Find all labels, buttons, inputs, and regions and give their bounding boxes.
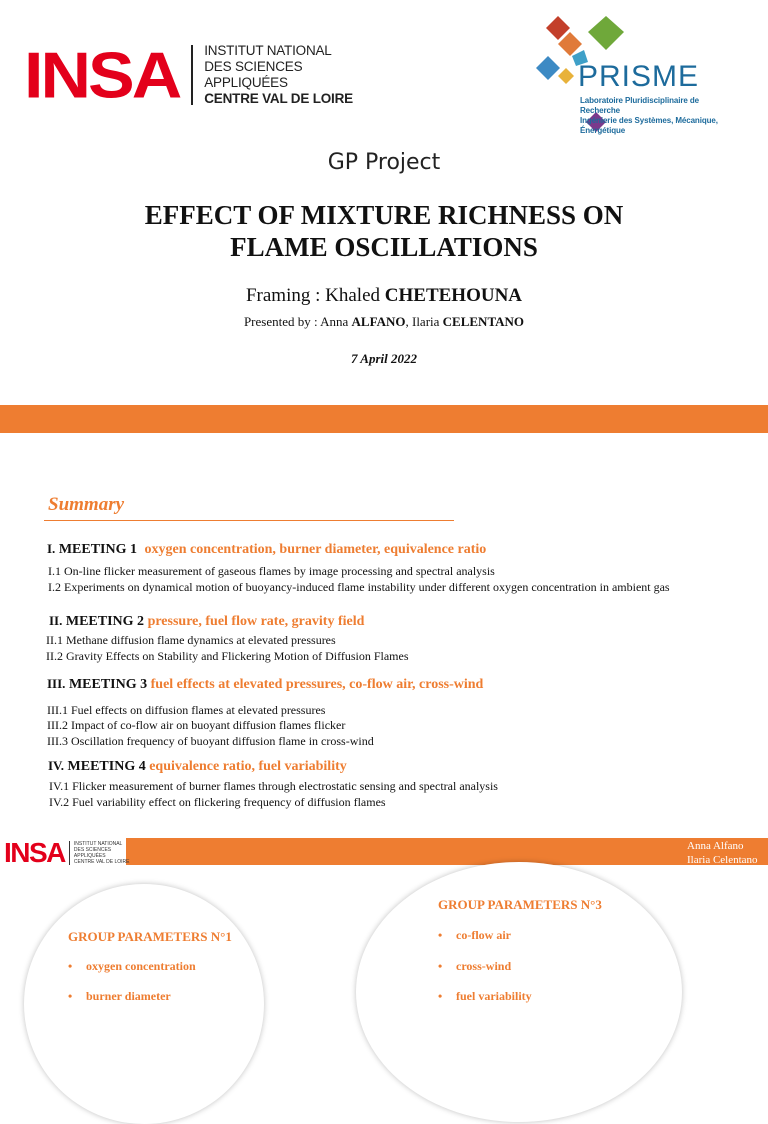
meeting-1-number: I.	[47, 541, 56, 556]
group-3-item-2-label: cross-wind	[456, 959, 512, 973]
insa-logo-divider	[191, 45, 193, 105]
meeting-4-number: IV.	[48, 758, 65, 773]
meeting-3-item-1: III.1 Fuel effects on diffusion flames at elevated pressures	[47, 703, 326, 717]
meeting-3-number: III.	[47, 676, 66, 691]
group-3-title: GROUP PARAMETERS N°3	[438, 897, 602, 912]
project-label: GP Project	[327, 150, 441, 175]
footer-author-2: Ilaria Celentano	[687, 854, 758, 866]
meeting-1-label: MEETING 1	[58, 542, 137, 557]
footer-insa-line-4: CENTRE VAL DE LOIRE	[73, 859, 130, 865]
insa-line-1: INSTITUT NATIONAL	[204, 43, 332, 58]
footer-orange-band	[126, 838, 768, 865]
insa-line-2: DES SCIENCES	[204, 59, 303, 74]
title-line-2: FLAME OSCILLATIONS	[230, 232, 538, 262]
summary-title: Summary	[48, 494, 125, 515]
insa-logo-text	[204, 43, 353, 107]
meeting-2-heading	[49, 613, 364, 630]
prisme-subtitle	[580, 96, 734, 136]
group-1-item-2	[68, 989, 171, 1004]
footer-insa-line-3: APPLIQUÉES	[73, 853, 106, 859]
footer-insa-text	[74, 841, 130, 865]
presenter-surname-2: CELENTANO	[442, 314, 525, 329]
framing-prefix: Framing : Khaled	[245, 285, 381, 306]
bullet-icon: •	[68, 989, 73, 1003]
bullet-icon: •	[438, 989, 443, 1003]
presented-by-line	[0, 314, 768, 330]
group-1-item-2-label: burner diameter	[86, 989, 171, 1003]
footer-insa-line-2: DES SCIENCES	[73, 847, 112, 853]
group-1-oval	[24, 884, 264, 1124]
meeting-3-item-2: III.2 Impact of co-flow air on buoyant diffusion flames flicker	[47, 718, 346, 732]
footer-insa-divider	[69, 841, 70, 865]
meeting-2-number: II.	[49, 613, 63, 628]
footer-insa-line-1: INSTITUT NATIONAL	[73, 841, 123, 847]
meeting-1-topic: oxygen concentration, burner diameter, equivalence ratio	[144, 542, 487, 557]
meeting-3-label: MEETING 3	[68, 677, 148, 692]
prisme-wordmark: PRISME	[578, 60, 700, 93]
group-3-item-2	[438, 959, 511, 974]
group-3-item-1-label: co-flow air	[456, 928, 511, 942]
meeting-2-label: MEETING 2	[65, 614, 145, 629]
insa-line-4: CENTRE VAL DE LOIRE	[204, 91, 353, 106]
presenter-surname-1: ALFANO	[351, 314, 406, 329]
meeting-2-topic: pressure, fuel flow rate, gravity field	[147, 614, 365, 629]
title-line-1: EFFECT OF MIXTURE RICHNESS ON	[144, 200, 624, 230]
meeting-3-topic: fuel effects at elevated pressures, co-flow air, cross-wind	[150, 677, 484, 692]
presented-prefix: Presented by : Anna	[243, 314, 349, 329]
insa-wordmark: INSA	[24, 38, 180, 112]
project-title	[0, 199, 768, 263]
framing-line	[0, 285, 768, 307]
meeting-4-item-2: IV.2 Fuel variability effect on flickering frequency of diffusion flames	[49, 795, 386, 809]
insa-logo	[24, 38, 353, 112]
prisme-logo	[528, 10, 734, 138]
footer-authors	[687, 839, 758, 867]
meeting-1-item-2: I.2 Experiments on dynamical motion of buoyancy-induced flame instability under different oxygen concentration in ambient gas	[48, 580, 670, 594]
presented-mid: , Ilaria	[405, 314, 440, 329]
meeting-4-label: MEETING 4	[67, 759, 146, 774]
meeting-1-item-1: I.1 On-line flicker measurement of gaseous flames by image processing and spectral analysis	[48, 564, 495, 578]
presentation-date: 7 April 2022	[351, 351, 417, 366]
meeting-3-item-3: III.3 Oscillation frequency of buoyant diffusion flame in cross-wind	[47, 734, 374, 748]
meeting-4-topic: equivalence ratio, fuel variability	[149, 759, 347, 774]
meeting-3-heading	[47, 676, 483, 693]
bullet-icon: •	[438, 928, 443, 942]
footer-insa-wordmark: INSA	[4, 837, 65, 868]
meeting-4-heading	[48, 758, 347, 775]
orange-divider-band	[0, 405, 768, 433]
bullet-icon: •	[438, 959, 443, 973]
group-3-item-1	[438, 928, 511, 943]
meeting-2-item-1: II.1 Methane diffusion flame dynamics at elevated pressures	[46, 633, 336, 647]
meeting-4-item-1: IV.1 Flicker measurement of burner flames through electrostatic sensing and spectral analysis	[49, 779, 498, 793]
footer-author-1: Anna Alfano	[687, 840, 744, 852]
framing-name: CHETEHOUNA	[384, 285, 523, 306]
group-3-item-3	[438, 989, 532, 1004]
group-3-item-3-label: fuel variability	[456, 989, 532, 1003]
group-1-item-1	[68, 959, 196, 974]
meeting-2-item-2: II.2 Gravity Effects on Stability and Flickering Motion of Diffusion Flames	[46, 649, 409, 663]
summary-underline	[44, 520, 454, 521]
prisme-sub-1: Laboratoire Pluridisciplinaire de Recherche	[580, 96, 699, 115]
bullet-icon: •	[68, 959, 73, 973]
prisme-sub-2: Ingénierie des Systèmes, Mécanique, Énergétique	[580, 116, 718, 135]
footer-insa-logo	[4, 838, 129, 868]
group-1-title: GROUP PARAMETERS N°1	[68, 929, 232, 944]
group-1-item-1-label: oxygen concentration	[86, 959, 196, 973]
meeting-1-heading	[47, 541, 486, 558]
insa-line-3: APPLIQUÉES	[204, 75, 288, 90]
